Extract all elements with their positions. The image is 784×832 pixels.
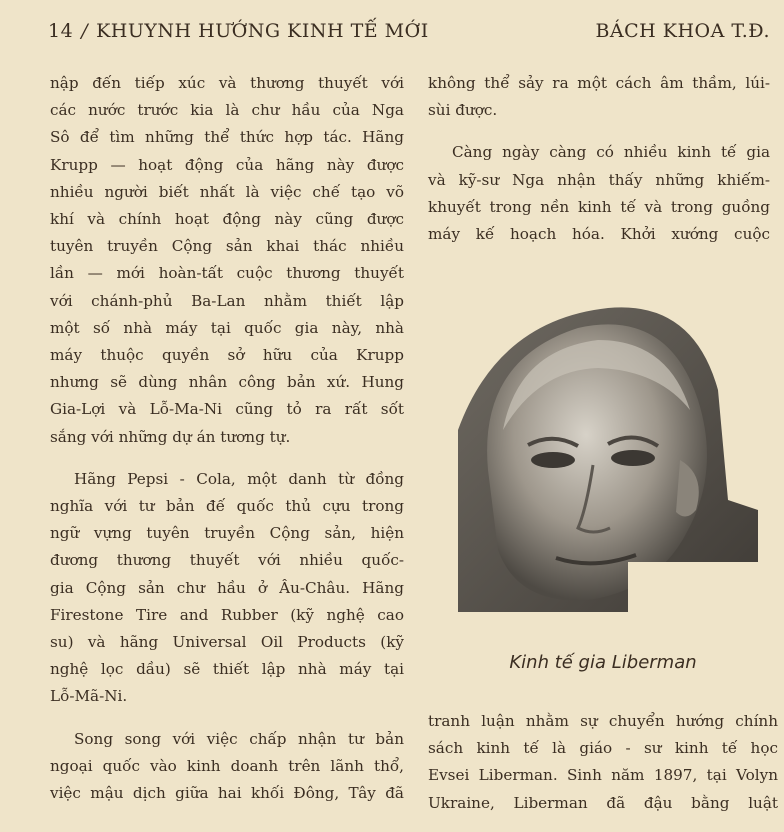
- text-line: sách kinh tế là giáo - sư kinh tế học: [428, 739, 778, 758]
- text-line: máy thuộc quyền sở hữu của Krupp: [50, 346, 404, 365]
- text-line: Krupp — hoạt động của hãng này được: [50, 155, 404, 174]
- text-line: máy kế hoạch hóa. Khởi xướng cuộc: [428, 225, 770, 244]
- text-line: khí và chính hoạt động này cũng được: [50, 210, 404, 229]
- right-column-top: [428, 70, 770, 248]
- text-line: Firestone Tire and Rubber (kỹ nghệ cao: [50, 605, 404, 624]
- text-line: ngữ vựng tuyên truyền Cộng sản, hiện: [50, 524, 404, 543]
- header-separator: /: [81, 20, 89, 42]
- left-column: [50, 70, 404, 807]
- text-line: nập đến tiếp xúc và thương thuyết với: [50, 74, 404, 92]
- text-line: Sô để tìm những thể thức hợp tác. Hãng: [50, 128, 404, 147]
- portrait-photo-icon: [458, 300, 758, 612]
- text-line: Evsei Liberman. Sinh năm 1897, tại Volyn: [428, 766, 778, 785]
- paragraph-gap: [50, 451, 404, 466]
- text-line: sùi được.: [428, 101, 498, 120]
- text-line: su) và hãng Universal Oil Products (kỹ: [50, 633, 404, 652]
- text-line: với chánh-phủ Ba-Lan nhằm thiết lập: [50, 291, 404, 310]
- text-line: sắng với những dự án tương tự.: [50, 427, 291, 446]
- text-line: Song song với việc chấp nhận tư bản: [74, 729, 404, 748]
- left-paragraph-3: [50, 726, 404, 808]
- text-line: một số nhà máy tại quốc gia này, nhà: [50, 318, 404, 337]
- left-paragraph-1: [50, 70, 404, 451]
- paragraph-gap: [428, 124, 770, 139]
- text-line: và kỹ-sư Nga nhận thấy những khiếm-: [428, 170, 770, 189]
- text-line: Lỗ-Mã-Ni.: [50, 687, 128, 706]
- text-line: các nước trước kia là chư hầu của Nga: [50, 101, 404, 120]
- section-title: KHUYNH HƯỚNG KINH TẾ MỚI: [96, 20, 429, 42]
- text-line: nhưng sẽ dùng nhân công bản xứ. Hung: [50, 373, 404, 392]
- text-line: tranh luận nhằm sự chuyển hướng chính: [428, 712, 778, 730]
- right-paragraph-3: [428, 708, 778, 817]
- text-line: nghĩa với tư bản đế quốc thủ cựu trong: [50, 497, 404, 516]
- text-line: Hãng Pepsi - Cola, một danh từ đồng: [74, 469, 404, 488]
- right-paragraph-1: [428, 70, 770, 124]
- right-column-bottom: [428, 708, 778, 817]
- text-line: Càng ngày càng có nhiều kinh tế gia: [452, 143, 770, 162]
- magazine-title: BÁCH KHOA T.Đ.: [595, 20, 770, 42]
- text-line: đương thương thuyết với nhiều quốc-: [50, 551, 404, 570]
- left-paragraph-2: [50, 466, 404, 711]
- text-line: nhiều người biết nhất là việc chế tạo võ: [50, 182, 404, 201]
- text-line: gia Cộng sản chư hầu ở Âu-Châu. Hãng: [50, 578, 404, 597]
- page-number: 14: [48, 20, 74, 42]
- text-line: lần — mới hoàn-tất cuộc thương thuyết: [50, 264, 404, 283]
- text-line: không thể sảy ra một cách âm thầm, lúi-: [428, 74, 770, 92]
- text-line: khuyết trong nền kinh tế và trong guồng: [428, 197, 770, 216]
- header-left: [48, 20, 429, 42]
- text-line: Gia-Lợi và Lỗ-Ma-Ni cũng tỏ ra rất sốt: [50, 400, 404, 419]
- text-line: ngoại quốc vào kinh doanh trên lãnh thổ,: [50, 756, 404, 775]
- text-line: tuyên truyền Cộng sản khai thác nhiều: [50, 237, 404, 256]
- portrait-photo: [458, 300, 758, 612]
- right-paragraph-2: [428, 139, 770, 248]
- text-line: nghệ lọc dầu) sẽ thiết lập nhà máy tại: [50, 660, 404, 679]
- paragraph-gap: [50, 711, 404, 726]
- text-line: việc mậu dịch giữa hai khối Đông, Tây đã: [50, 784, 404, 803]
- photo-caption: Kinh tế gia Liberman: [509, 652, 697, 673]
- text-line: Ukraine, Liberman đã đậu bằng luật: [428, 793, 778, 812]
- page-header: [48, 20, 770, 48]
